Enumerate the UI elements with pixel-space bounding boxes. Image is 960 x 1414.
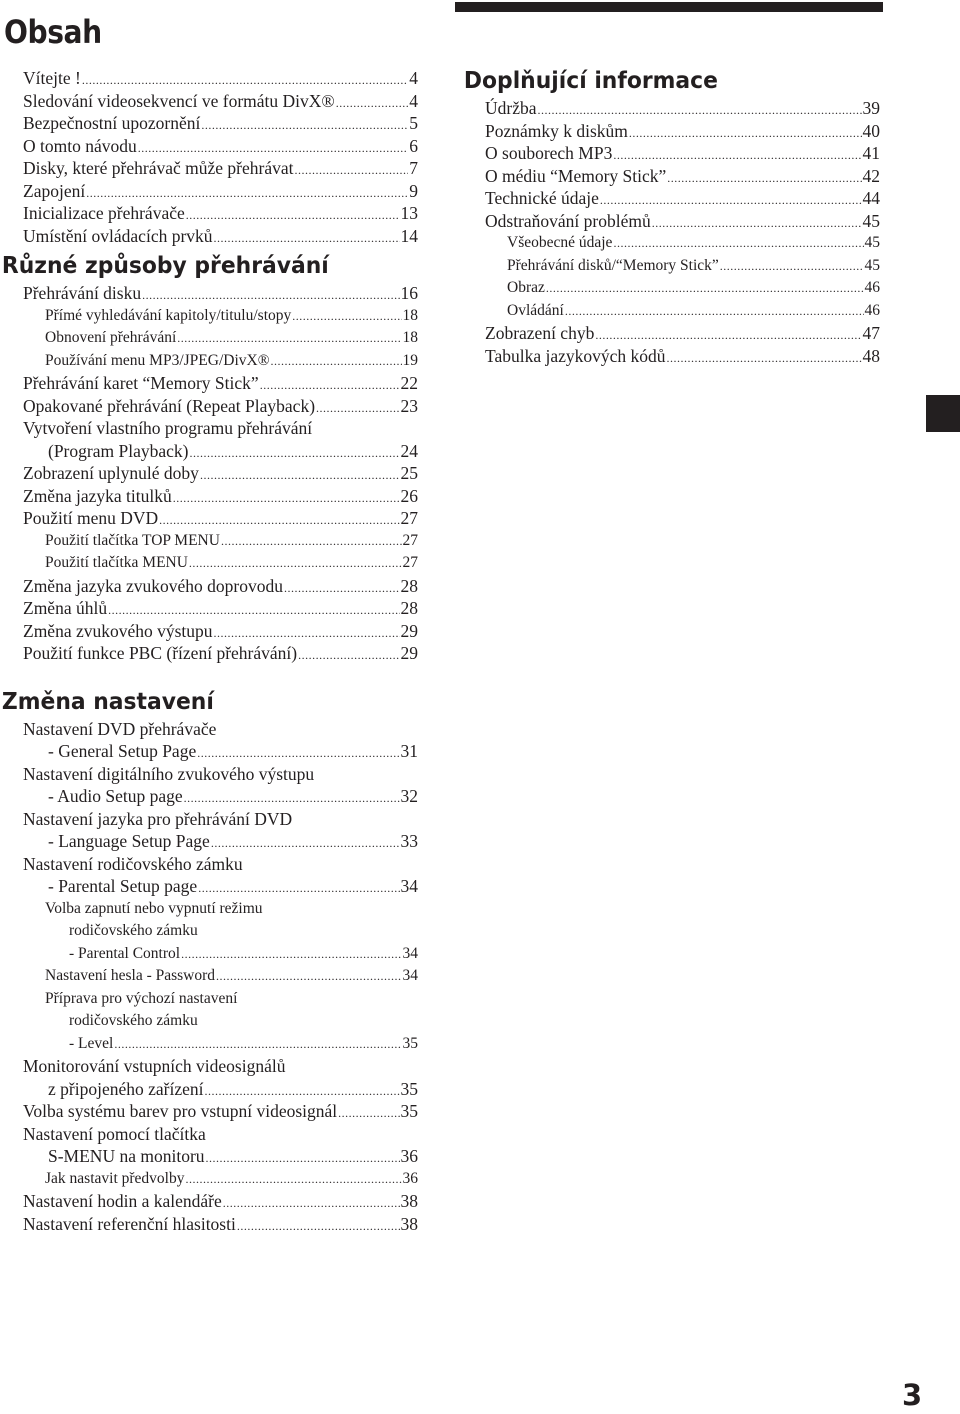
- toc-entry-page-number: 33: [400, 831, 418, 851]
- toc-entry-title: Disky, které přehrávač může přehrávat: [23, 158, 294, 178]
- toc-entry-page-number: 38: [400, 1191, 418, 1211]
- toc-entry-title: z připojeného zařízení: [48, 1078, 204, 1099]
- toc-entry[interactable]: [0, 507, 418, 530]
- dot-leader: [237, 1221, 400, 1231]
- dot-leader: [197, 748, 399, 758]
- toc-entry[interactable]: [0, 620, 418, 643]
- toc-entry-page-number: 48: [862, 345, 880, 366]
- dot-leader: [216, 971, 401, 981]
- dot-leader: [185, 1174, 401, 1184]
- toc-entry[interactable]: [0, 597, 418, 620]
- dot-leader: [338, 1108, 399, 1118]
- dot-leader: [546, 283, 864, 293]
- toc-entry-title: Přehrávání disků/“Memory Stick”: [507, 256, 719, 274]
- toc-entry-title: Změna úhlů: [23, 598, 108, 618]
- toc-entry-page-number: 31: [400, 741, 418, 761]
- toc-entry-title: Změna zvukového výstupu: [23, 620, 213, 641]
- toc-entry[interactable]: [0, 1145, 418, 1168]
- toc-entry-title: Nastavení hodin a kalendáře: [23, 1191, 222, 1211]
- toc-entry[interactable]: [462, 277, 880, 300]
- toc-entry-title: Bezpečnostní upozornění: [23, 113, 201, 133]
- toc-entry-page-number: 36: [402, 1169, 418, 1187]
- dot-leader: [138, 143, 409, 153]
- toc-entry-title-line[interactable]: Nastavení DVD přehrávače: [23, 718, 217, 739]
- toc-entry-title: - Parental Control: [69, 944, 181, 962]
- toc-entry[interactable]: [0, 965, 418, 988]
- toc-entry-page-number: 9: [409, 180, 418, 201]
- toc-entry-title: Opakované přehrávání (Repeat Playback): [23, 395, 316, 416]
- toc-entry-title: Nastavení hesla - Password: [45, 967, 216, 984]
- toc-entry-title: Použití funkce PBC (řízení přehrávání): [23, 643, 298, 663]
- dot-leader: [177, 333, 401, 343]
- toc-entry[interactable]: [0, 135, 418, 158]
- toc-entry-title-line[interactable]: Nastavení digitálního zvukového výstupu: [23, 763, 315, 784]
- toc-entry-title: Přímé vyhledávání kapitoly/titulu/stopy: [45, 306, 292, 324]
- dot-leader: [292, 311, 401, 321]
- toc-entry-title: Použití menu DVD: [23, 508, 159, 528]
- toc-entry-page-number: 46: [864, 301, 880, 319]
- toc-section-settings: [0, 718, 430, 1236]
- section-heading-playback: Různé způsoby přehrávání: [1, 253, 329, 279]
- toc-entry-page-number: 45: [864, 256, 880, 274]
- toc-entry-page-number: 35: [402, 1034, 418, 1052]
- dot-leader: [667, 173, 861, 183]
- dot-leader: [538, 105, 862, 115]
- dot-leader: [720, 261, 864, 271]
- toc-entry[interactable]: [0, 740, 418, 763]
- toc-entry-title: Přehrávání karet “Memory Stick”: [23, 373, 259, 393]
- dot-leader: [189, 448, 399, 458]
- toc-entry[interactable]: [462, 187, 880, 210]
- dot-leader: [223, 1198, 400, 1208]
- toc-entry[interactable]: [462, 142, 880, 165]
- toc-entry-title: Údržba: [485, 98, 537, 118]
- toc-entry[interactable]: [462, 165, 880, 188]
- toc-entry-title: Jak nastavit předvolby: [45, 1169, 185, 1187]
- toc-entry-page-number: 44: [862, 188, 880, 208]
- toc-entry[interactable]: [0, 1100, 418, 1123]
- toc-entry[interactable]: [0, 485, 418, 508]
- toc-entry-page-number: 34: [402, 967, 418, 984]
- toc-entry-page-number: 47: [862, 323, 880, 343]
- toc-entry-page-number: 19: [402, 351, 418, 369]
- toc-column-right: [462, 66, 892, 367]
- dot-leader: [159, 515, 399, 525]
- dot-leader: [221, 536, 402, 546]
- toc-entry[interactable]: [0, 372, 418, 395]
- toc-entry[interactable]: [0, 67, 418, 90]
- toc-entry-title: O médiu “Memory Stick”: [485, 165, 667, 186]
- dot-leader: [186, 210, 400, 220]
- toc-entry-title: Obnovení přehrávání: [45, 329, 177, 346]
- toc-entry-page-number: 26: [400, 485, 418, 506]
- page-number: 3: [902, 1378, 923, 1412]
- toc-entry[interactable]: [0, 157, 418, 180]
- toc-entry[interactable]: [0, 1213, 418, 1236]
- toc-entry-title: Sledování videosekvencí ve formátu DivX®: [23, 90, 335, 111]
- toc-entry-title: - General Setup Page: [48, 741, 197, 761]
- dot-leader: [613, 150, 861, 160]
- toc-entry-title: Nastavení referenční hlasitosti: [23, 1213, 236, 1234]
- toc-entry-title: - Parental Setup page: [48, 876, 198, 896]
- toc-section-additional-info: [462, 97, 892, 367]
- toc-entry[interactable]: [0, 1033, 418, 1056]
- toc-entry-title: - Level: [69, 1034, 114, 1052]
- toc-entry[interactable]: [0, 575, 418, 598]
- toc-entry-title: O souborech MP3: [485, 143, 613, 163]
- toc-entry-title-line[interactable]: Nastavení rodičovského zámku: [23, 853, 243, 874]
- toc-entry-page-number: 24: [400, 440, 418, 461]
- toc-entry-page-number: 4: [409, 90, 418, 111]
- dot-leader: [114, 1039, 401, 1049]
- toc-entry-title: Ovládání: [507, 301, 564, 319]
- header-rule: [455, 2, 883, 12]
- toc-entry-page-number: 36: [400, 1146, 418, 1166]
- dot-leader: [613, 238, 863, 248]
- dot-leader: [206, 1153, 400, 1163]
- toc-entry-title-line[interactable]: rodičovského zámku: [69, 1012, 198, 1029]
- toc-entry-title: Poznámky k diskům: [485, 120, 628, 141]
- dot-leader: [204, 1086, 399, 1096]
- toc-entry[interactable]: [462, 210, 880, 233]
- toc-entry-page-number: 22: [400, 373, 418, 393]
- toc-entry-title-line[interactable]: Nastavení pomocí tlačítka: [23, 1123, 206, 1144]
- toc-entry[interactable]: [0, 552, 418, 575]
- toc-section-playback: [0, 282, 430, 665]
- toc-entry-title: S-MENU na monitoru: [48, 1146, 205, 1166]
- dot-leader: [211, 838, 400, 848]
- toc-entry-title: Zobrazení chyb: [485, 323, 595, 343]
- toc-entry[interactable]: [462, 300, 880, 323]
- toc-entry-page-number: 29: [400, 643, 418, 663]
- toc-entry-title: Obraz: [507, 279, 545, 296]
- toc-entry[interactable]: [0, 1190, 418, 1213]
- dot-leader: [86, 188, 408, 198]
- toc-entry-title: - Language Setup Page: [48, 831, 210, 851]
- toc-entry-page-number: 34: [402, 944, 418, 962]
- toc-entry[interactable]: [0, 112, 418, 135]
- toc-entry-title: Používání menu MP3/JPEG/DivX®: [45, 351, 270, 369]
- toc-entry[interactable]: [0, 943, 418, 966]
- toc-entry-page-number: 32: [400, 786, 418, 806]
- toc-entry-page-number: 13: [400, 203, 418, 223]
- toc-entry[interactable]: [0, 305, 418, 328]
- dot-leader: [595, 330, 861, 340]
- toc-entry[interactable]: [462, 255, 880, 278]
- dot-leader: [298, 650, 399, 660]
- dot-leader: [652, 218, 862, 228]
- toc-entry-title: Technické údaje: [485, 188, 599, 208]
- toc-entry[interactable]: [0, 180, 418, 203]
- toc-entry-title: Změna jazyka zvukového doprovodu: [23, 575, 283, 596]
- dot-leader: [181, 949, 401, 959]
- toc-entry-page-number: 42: [862, 165, 880, 186]
- toc-entry-title: Odstraňování problémů: [485, 210, 651, 231]
- toc-entry-title: Použití tlačítka TOP MENU: [45, 531, 220, 549]
- toc-section-intro: [0, 67, 430, 247]
- toc-entry-title-line[interactable]: rodičovského zámku: [69, 922, 198, 939]
- toc-entry-title: Změna jazyka titulků: [23, 485, 172, 506]
- toc-entry-page-number: 41: [862, 143, 880, 163]
- dot-leader: [214, 628, 400, 638]
- toc-entry-title-line[interactable]: Nastavení jazyka pro přehrávání DVD: [23, 808, 293, 829]
- section-heading-additional-info: Doplňující informace: [463, 68, 718, 94]
- toc-entry[interactable]: [0, 530, 418, 553]
- dot-leader: [198, 883, 399, 893]
- dot-leader: [294, 165, 408, 175]
- toc-entry[interactable]: [0, 642, 418, 665]
- toc-entry[interactable]: [0, 1078, 418, 1101]
- toc-entry-title-line[interactable]: Příprava pro výchozí nastavení: [45, 989, 238, 1007]
- toc-entry-page-number: 27: [402, 554, 418, 571]
- toc-entry-page-number: 39: [862, 98, 880, 118]
- toc-entry-title: Zobrazení uplynulé doby: [23, 463, 199, 483]
- toc-entry[interactable]: [0, 1168, 418, 1191]
- toc-entry[interactable]: [462, 120, 880, 143]
- toc-entry[interactable]: [0, 202, 418, 225]
- dot-leader: [201, 120, 408, 130]
- toc-entry[interactable]: [0, 875, 418, 898]
- dot-leader: [565, 306, 864, 316]
- toc-entry-title: Použití tlačítka MENU: [45, 554, 188, 571]
- toc-entry-page-number: 28: [400, 598, 418, 618]
- dot-leader: [184, 793, 400, 803]
- toc-entry-page-number: 16: [400, 283, 418, 303]
- toc-entry-title-line[interactable]: Volba zapnutí nebo vypnutí režimu: [45, 899, 263, 917]
- dot-leader: [316, 403, 399, 413]
- section-heading-settings: Změna nastavení: [1, 688, 214, 715]
- toc-entry-title-line[interactable]: Monitorování vstupních videosignálů: [23, 1056, 286, 1076]
- toc-entry-title: Vítejte !: [23, 68, 81, 88]
- dot-leader: [270, 356, 401, 366]
- toc-entry-page-number: 25: [400, 463, 418, 483]
- toc-entry-page-number: 27: [400, 508, 418, 528]
- toc-entry-page-number: 23: [400, 395, 418, 416]
- toc-entry-title: (Program Playback): [48, 440, 189, 461]
- toc-entry-title: O tomto návodu: [23, 135, 137, 156]
- toc-entry-page-number: 29: [400, 620, 418, 641]
- toc-entry-page-number: 45: [862, 210, 880, 231]
- toc-entry[interactable]: [462, 322, 880, 345]
- toc-entry-page-number: 38: [400, 1213, 418, 1234]
- dot-leader: [189, 558, 402, 568]
- toc-entry-page-number: 18: [402, 306, 418, 324]
- toc-entry[interactable]: [0, 395, 418, 418]
- dot-leader: [336, 98, 409, 108]
- dot-leader: [667, 353, 862, 363]
- toc-entry[interactable]: [462, 97, 880, 120]
- toc-entry-title: Zapojení: [23, 180, 86, 201]
- toc-column-left: [0, 67, 430, 1235]
- dot-leader: [600, 195, 862, 205]
- toc-entry-page-number: 40: [862, 120, 880, 141]
- toc-entry-page-number: 35: [400, 1078, 418, 1099]
- toc-entry-page-number: 4: [409, 68, 418, 88]
- dot-leader: [82, 75, 408, 85]
- toc-entry-page-number: 45: [864, 234, 880, 251]
- toc-entry-title: Tabulka jazykových kódů: [485, 345, 666, 366]
- toc-entry-title-line[interactable]: Vytvoření vlastního programu přehrávání: [23, 418, 313, 438]
- dot-leader: [214, 233, 400, 243]
- dot-leader: [173, 493, 400, 503]
- toc-entry-page-number: 27: [402, 531, 418, 549]
- toc-entry-title: - Audio Setup page: [48, 786, 183, 806]
- toc-entry-page-number: 46: [864, 279, 880, 296]
- toc-entry-page-number: 7: [409, 158, 418, 178]
- dot-leader: [142, 290, 399, 300]
- toc-entry-title: Přehrávání disku: [23, 283, 142, 303]
- toc-entry[interactable]: [0, 350, 418, 373]
- toc-entry-page-number: 28: [400, 575, 418, 596]
- toc-entry[interactable]: [0, 462, 418, 485]
- toc-entry[interactable]: [0, 327, 418, 350]
- toc-entry-title: Inicializace přehrávače: [23, 203, 185, 223]
- toc-entry[interactable]: [0, 282, 418, 305]
- toc-entry-title: Všeobecné údaje: [507, 234, 613, 251]
- dot-leader: [200, 470, 400, 480]
- dot-leader: [629, 128, 862, 138]
- toc-entry-page-number: 5: [409, 113, 418, 133]
- toc-entry[interactable]: [0, 90, 418, 113]
- page-title: Obsah: [4, 13, 102, 51]
- toc-entry-page-number: 14: [400, 225, 418, 246]
- toc-entry[interactable]: [0, 830, 418, 853]
- section-tab-marker: [926, 395, 960, 432]
- dot-leader: [108, 605, 399, 615]
- toc-entry[interactable]: [0, 440, 418, 463]
- dot-leader: [260, 380, 400, 390]
- toc-entry-page-number: 6: [409, 135, 418, 156]
- toc-entry-page-number: 18: [402, 329, 418, 346]
- toc-entry-title: Umístění ovládacích prvků: [23, 225, 213, 246]
- toc-entry[interactable]: [0, 225, 418, 248]
- toc-entry[interactable]: [462, 345, 880, 368]
- toc-entry-page-number: 34: [400, 876, 418, 896]
- toc-entry[interactable]: [0, 785, 418, 808]
- toc-entry-title: Volba systému barev pro vstupní videosignál: [23, 1101, 338, 1121]
- toc-entry-page-number: 35: [400, 1101, 418, 1121]
- dot-leader: [284, 583, 400, 593]
- toc-entry[interactable]: [462, 232, 880, 255]
